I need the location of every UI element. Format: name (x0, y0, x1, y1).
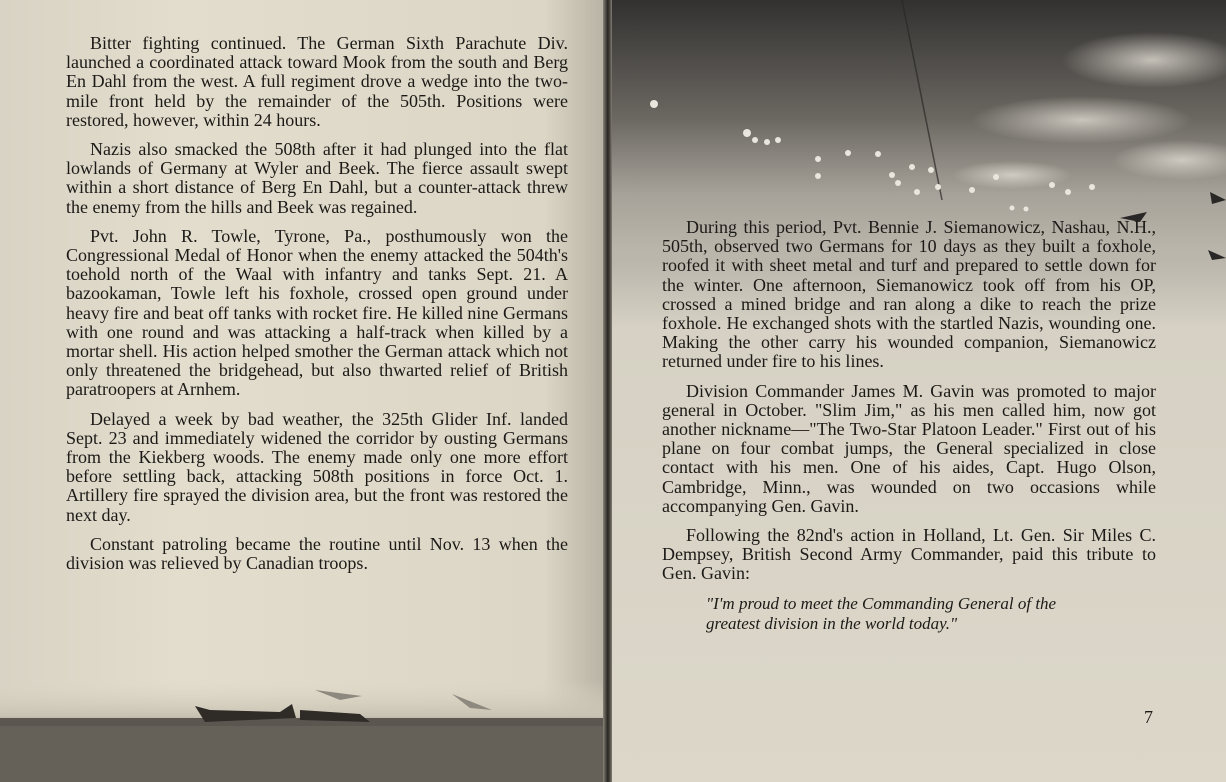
right-page (612, 0, 1226, 782)
paragraph: Constant patroling became the routine until Nov. 13 when the division was relieved by Canadian troops. (66, 533, 568, 574)
paragraph: Pvt. John R. Towle, Tyrone, Pa., posthumously won the Congressional Medal of Honor when the enemy attacked the 504th's toehold north of the Waal with infantry and tanks Sept. 21. A bazookaman, Towle left his foxhole, crossed open ground under heavy fire and beat off tanks with rocket fire. He killed nine Germans with one round and was attacking a half-track when killed by a mortar shell. His action helped smother the German attack which not only threatened the bridgehead, but also thwarted relief of British paratroopers at Arnhem. (66, 225, 568, 400)
paragraph: During this period, Pvt. Bennie J. Siemanowicz, Nashau, N.H., 505th, observed two Germans for 10 days as they built a foxhole, roofed it with sheet metal and turf and prepared to settle down for the winter. One afternoon, Siemanowicz took off from his OP, crossed a mined bridge and ran along a dike to reach the prize foxhole. He exchanged shots with the startled Nazis, wounding one. Making the other carry his wounded companion, Siemanowicz returned under fire to his lines. (662, 217, 1156, 372)
gliders-on-field-photo (0, 680, 604, 782)
quote-text: "I'm proud to meet the Commanding General of the greatest division in the world today." (706, 593, 1057, 633)
paragraph: Following the 82nd's action in Holland, Lt. Gen. Sir Miles C. Dempsey, British Second Army Commander, paid this tribute to Gen. Gavin: (662, 525, 1156, 584)
paragraph: Nazis also smacked the 508th after it had plunged into the flat lowlands of Germany at Wyler and Beek. The fierce assault swept within a short distance of Berg En Dahl, but a counter-attack threw the enemy from the hills and Beek was regained. (66, 139, 568, 217)
tribute-quote (662, 594, 1156, 634)
paragraph: Division Commander James M. Gavin was promoted to major general in October. "Slim Jim," as his men called him, now got another nickname—"The Two-Star Platoon Leader." First out of his plane on four combat jumps, the General specialized in close contact with his men. One of his aides, Capt. Hugo Olson, Cambridge, Minn., was wounded on two occasions while accompanying Gen. Gavin. (662, 380, 1156, 516)
left-page-text (66, 34, 568, 583)
page-number: 7 (1144, 707, 1153, 727)
left-page (0, 0, 604, 782)
paragraph: Bitter fighting continued. The German Sixth Parachute Div. launched a coordinated attack toward Mook from the south and Berg En Dahl from the west. A full regiment drove a wedge into the two-mile front held by the remainder of the 505th. Positions were restored, however, within 24 hours. (66, 33, 568, 130)
right-page-text (662, 218, 1156, 634)
paragraph: Delayed a week by bad weather, the 325th Glider Inf. landed Sept. 23 and immediately widened the corridor by ousting Germans from the Kiekberg woods. The enemy made only one more effort before settling back, attacking 508th positions in force Oct. 1. Artillery fire sprayed the division area, but the front was restored the next day. (66, 408, 568, 525)
